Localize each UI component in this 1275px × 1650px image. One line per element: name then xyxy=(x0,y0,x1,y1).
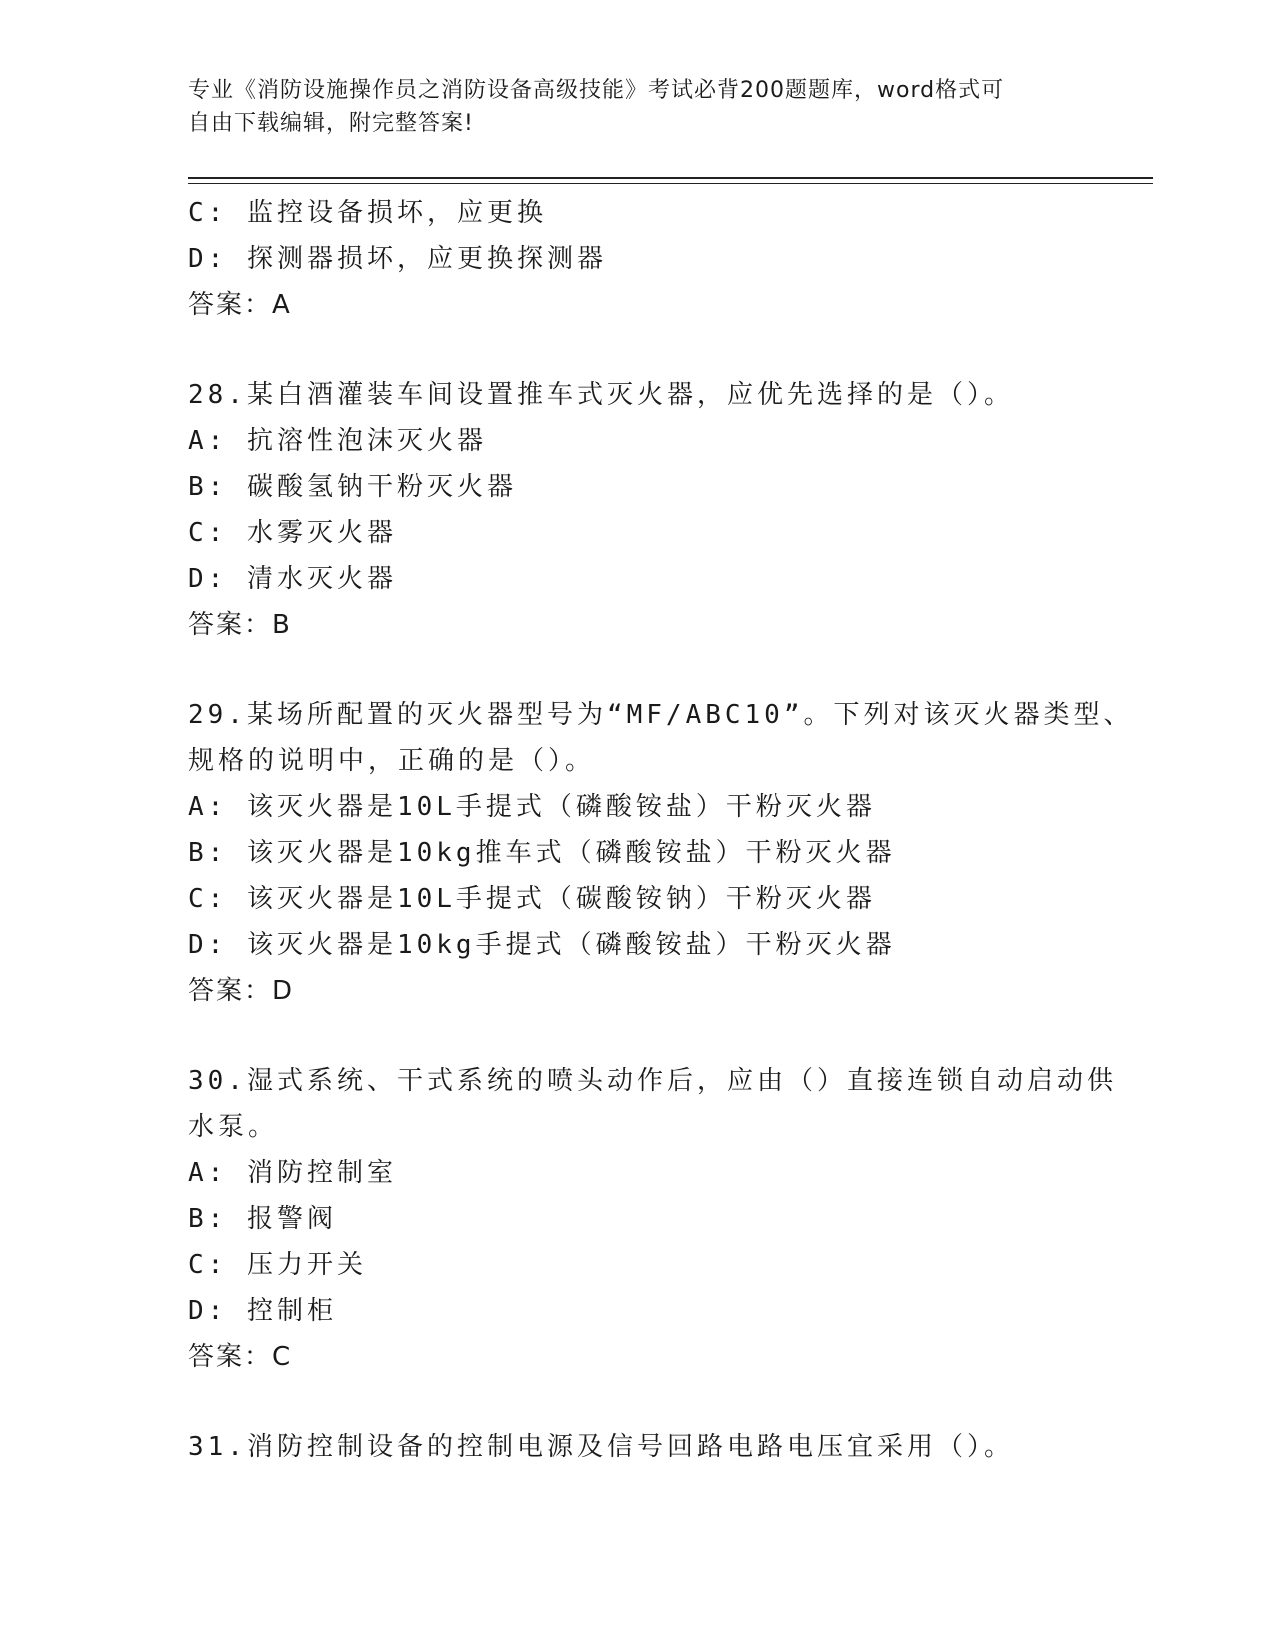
option-c: C: 该灭火器是10L手提式（碳酸铵钠）干粉灭火器 xyxy=(188,884,876,914)
option-a: A: 该灭火器是10L手提式（磷酸铵盐）干粉灭火器 xyxy=(188,792,876,822)
question-stem-continued: 规格的说明中，正确的是（）。 xyxy=(188,746,596,776)
question-spacer xyxy=(188,1380,1088,1424)
option-b: B: 碳酸氢钠干粉灭火器 xyxy=(188,472,517,502)
option-b: B: 报警阀 xyxy=(188,1204,337,1234)
option-d: D: 探测器损坏，应更换探测器 xyxy=(188,244,607,274)
question-spacer xyxy=(188,328,1088,372)
question-stem: 28.某白酒灌装车间设置推车式灭火器，应优先选择的是（）。 xyxy=(188,380,1014,410)
question-spacer xyxy=(188,648,1088,692)
option-a: A: 消防控制室 xyxy=(188,1158,397,1188)
answer-line: 答案：C xyxy=(188,1342,293,1372)
question-spacer xyxy=(188,1014,1088,1058)
option-d: D: 清水灭火器 xyxy=(188,564,397,594)
option-b: B: 该灭火器是10kg推车式（磷酸铵盐）干粉灭火器 xyxy=(188,838,896,868)
question-stem: 30.湿式系统、干式系统的喷头动作后，应由（）直接连锁自动启动供 xyxy=(188,1066,1117,1096)
question-28 xyxy=(188,372,1088,648)
question-stem: 29.某场所配置的灭火器型号为“MF/ABC10”。下列对该灭火器类型、 xyxy=(188,700,1134,730)
question-list xyxy=(188,190,1134,1470)
answer-line: 答案：B xyxy=(188,610,292,640)
header-divider-thin xyxy=(188,183,1153,184)
option-c: C: 压力开关 xyxy=(188,1250,367,1280)
question-29 xyxy=(188,692,1134,1014)
header-divider-thick xyxy=(188,177,1153,179)
question-stem-continued: 水泵。 xyxy=(188,1112,279,1142)
header-title-line-1: 专业《消防设施操作员之消防设备高级技能》考试必背200题题库，word格式可 xyxy=(188,78,1005,103)
question-30 xyxy=(188,1058,1117,1380)
option-a: A: 抗溶性泡沫灭火器 xyxy=(188,426,487,456)
option-d: D: 控制柜 xyxy=(188,1296,337,1326)
option-d: D: 该灭火器是10kg手提式（磷酸铵盐）干粉灭火器 xyxy=(188,930,896,960)
option-c: C: 监控设备损坏，应更换 xyxy=(188,198,547,228)
option-c: C: 水雾灭火器 xyxy=(188,518,397,548)
answer-line: 答案：A xyxy=(188,290,292,320)
answer-line: 答案：D xyxy=(188,976,295,1006)
question-stem: 31.消防控制设备的控制电源及信号回路电路电压宜采用（）。 xyxy=(188,1432,1014,1462)
header-title-line-2: 自由下载编辑，附完整答案! xyxy=(188,111,474,136)
page-header xyxy=(188,74,1088,140)
question-31 xyxy=(188,1424,1088,1470)
question-27-tail xyxy=(188,190,1088,328)
